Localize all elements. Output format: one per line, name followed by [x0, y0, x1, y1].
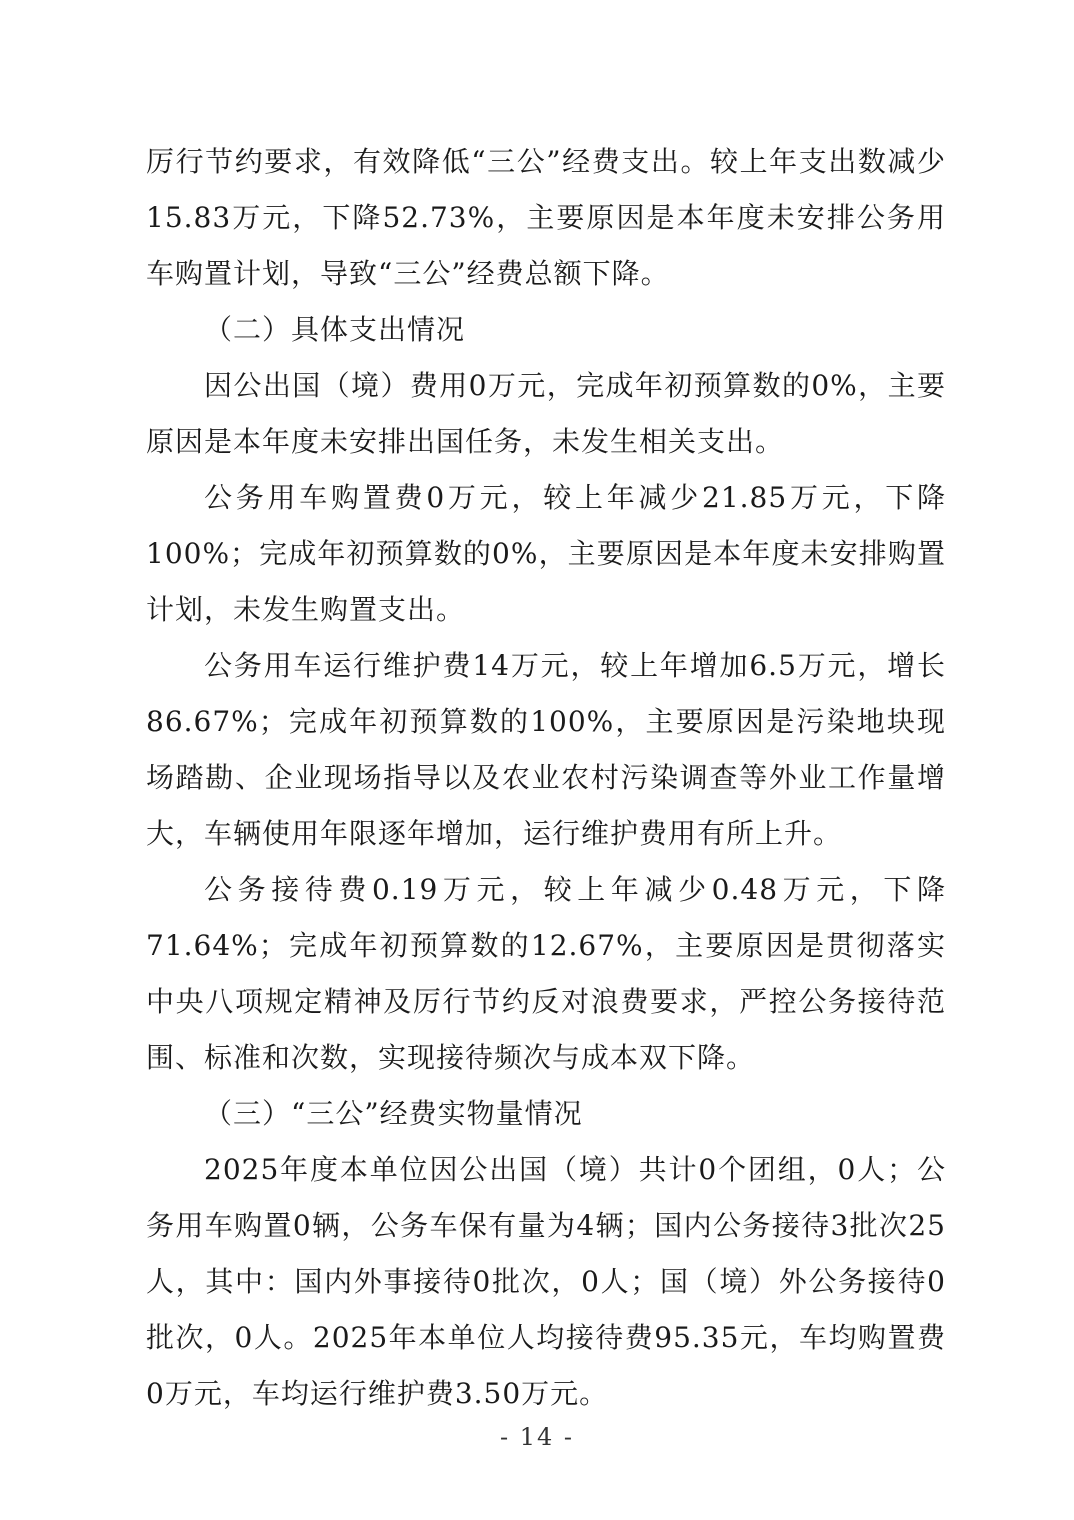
- paragraph-physical-quantity: 2025年度本单位因公出国（境）共计0个团组，0人；公务用车购置0辆，公务车保有量为4辆；国内公务接待3批次25人，其中：国内外事接待0批次，0人；国（境）外公务接待0批次，0人。2025年本单位人均接待费95.35元，车均购置费0万元，车均运行维护费3.50万元。: [146, 1153, 946, 1410]
- paragraph-continuation: 厉行节约要求，有效降低“三公”经费支出。较上年支出数减少15.83万元，下降52.73%，主要原因是本年度未安排公务用车购置计划，导致“三公”经费总额下降。: [146, 145, 946, 290]
- section-heading-specific-expenses: （二）具体支出情况: [204, 313, 466, 346]
- page-number: - 14 -: [499, 1423, 574, 1451]
- document-body: [146, 134, 946, 1422]
- paragraph-vehicle-maintenance: 公务用车运行维护费14万元，较上年增加6.5万元，增长86.67%；完成年初预算数的100%，主要原因是污染地块现场踏勘、企业现场指导以及农业农村污染调查等外业工作量增大，车辆使用年限逐年增加，运行维护费用有所上升。: [146, 649, 946, 850]
- paragraph-official-reception: 公务接待费0.19万元，较上年减少0.48万元，下降71.64%；完成年初预算数的12.67%，主要原因是贯彻落实中央八项规定精神及厉行节约反对浪费要求，严控公务接待范围、标准和次数，实现接待频次与成本双下降。: [146, 873, 946, 1074]
- section-heading-physical-quantity: （三）“三公”经费实物量情况: [204, 1097, 583, 1130]
- paragraph-vehicle-purchase: 公务用车购置费0万元，较上年减少21.85万元，下降100%；完成年初预算数的0%，主要原因是本年度未安排购置计划，未发生购置支出。: [146, 481, 946, 626]
- paragraph-overseas-travel: 因公出国（境）费用0万元，完成年初预算数的0%，主要原因是本年度未安排出国任务，未发生相关支出。: [146, 369, 946, 458]
